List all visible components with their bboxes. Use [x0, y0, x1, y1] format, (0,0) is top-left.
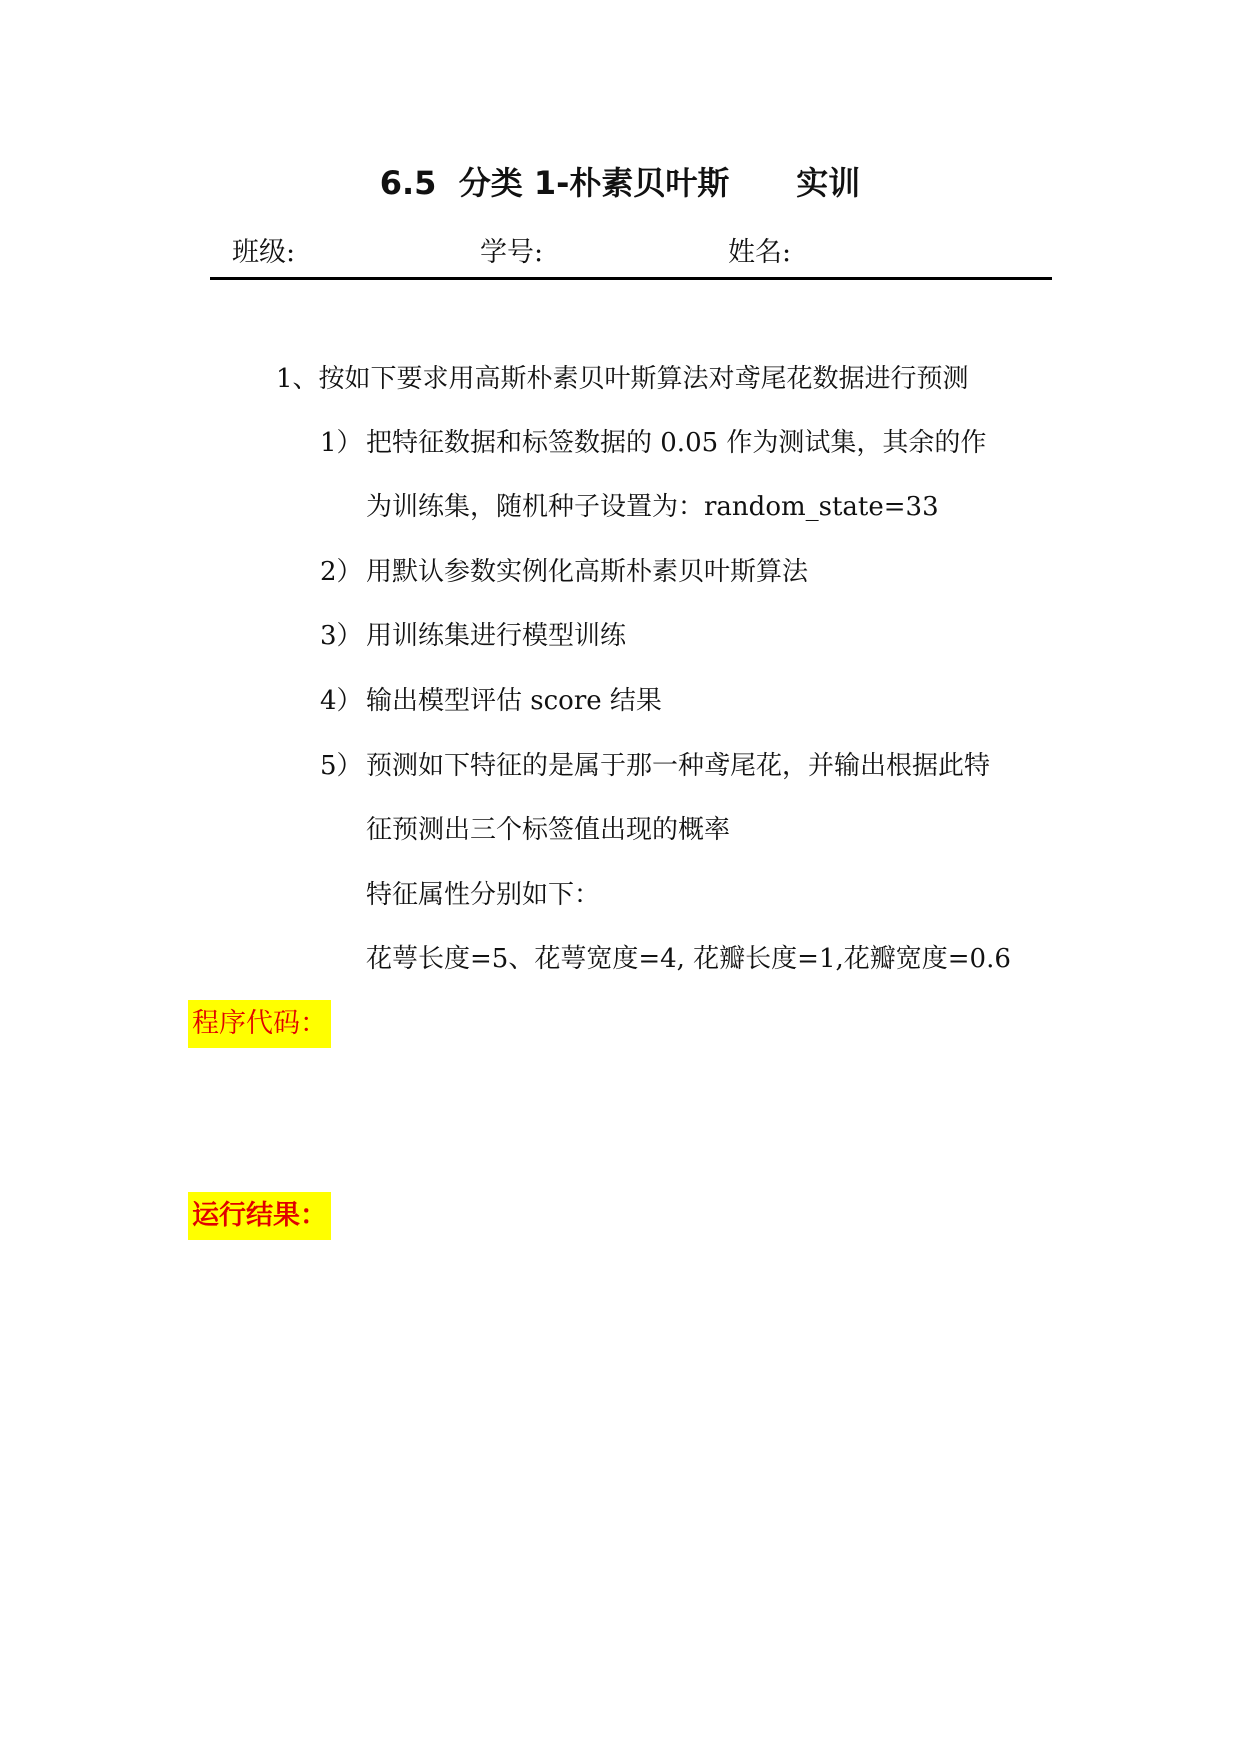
step-5	[320, 749, 990, 783]
step-number: 3）	[320, 621, 363, 651]
question-heading: 1、按如下要求用高斯朴素贝叶斯算法对鸢尾花数据进行预测	[276, 364, 969, 394]
header-divider	[210, 277, 1052, 280]
page-title: 6.5 分类 1-朴素贝叶斯 实训	[379, 164, 861, 202]
step-text: 用训练集进行模型训练	[366, 621, 627, 651]
step-text: 用默认参数实例化高斯朴素贝叶斯算法	[366, 557, 809, 587]
step-text: 把特征数据和标签数据的 0.05 作为测试集，其余的作	[366, 428, 987, 458]
feature-values: 花萼长度=5、花萼宽度=4, 花瓣长度=1,花瓣宽度=0.6	[366, 944, 1011, 974]
student-id-label: 学号:	[480, 237, 544, 268]
student-name-label: 姓名:	[728, 237, 792, 268]
step-2	[320, 555, 808, 589]
step-number: 4）	[320, 686, 363, 716]
class-label: 班级:	[232, 237, 296, 268]
step-text: 输出模型评估 score 结果	[366, 686, 662, 716]
student-info-row	[232, 230, 1052, 270]
feature-intro: 特征属性分别如下：	[366, 880, 601, 910]
result-section-label: 运行结果：	[188, 1192, 331, 1240]
step-5-continuation: 征预测出三个标签值出现的概率	[366, 815, 731, 845]
step-4	[320, 684, 662, 718]
step-number: 5）	[320, 751, 363, 781]
code-section-label: 程序代码：	[188, 1000, 331, 1048]
step-number: 2）	[320, 557, 363, 587]
step-number: 1）	[320, 428, 363, 458]
step-1	[320, 426, 986, 460]
step-3	[320, 619, 626, 653]
step-1-continuation: 为训练集，随机种子设置为：random_state=33	[366, 492, 939, 522]
step-text: 预测如下特征的是属于那一种鸢尾花，并输出根据此特	[366, 751, 991, 781]
